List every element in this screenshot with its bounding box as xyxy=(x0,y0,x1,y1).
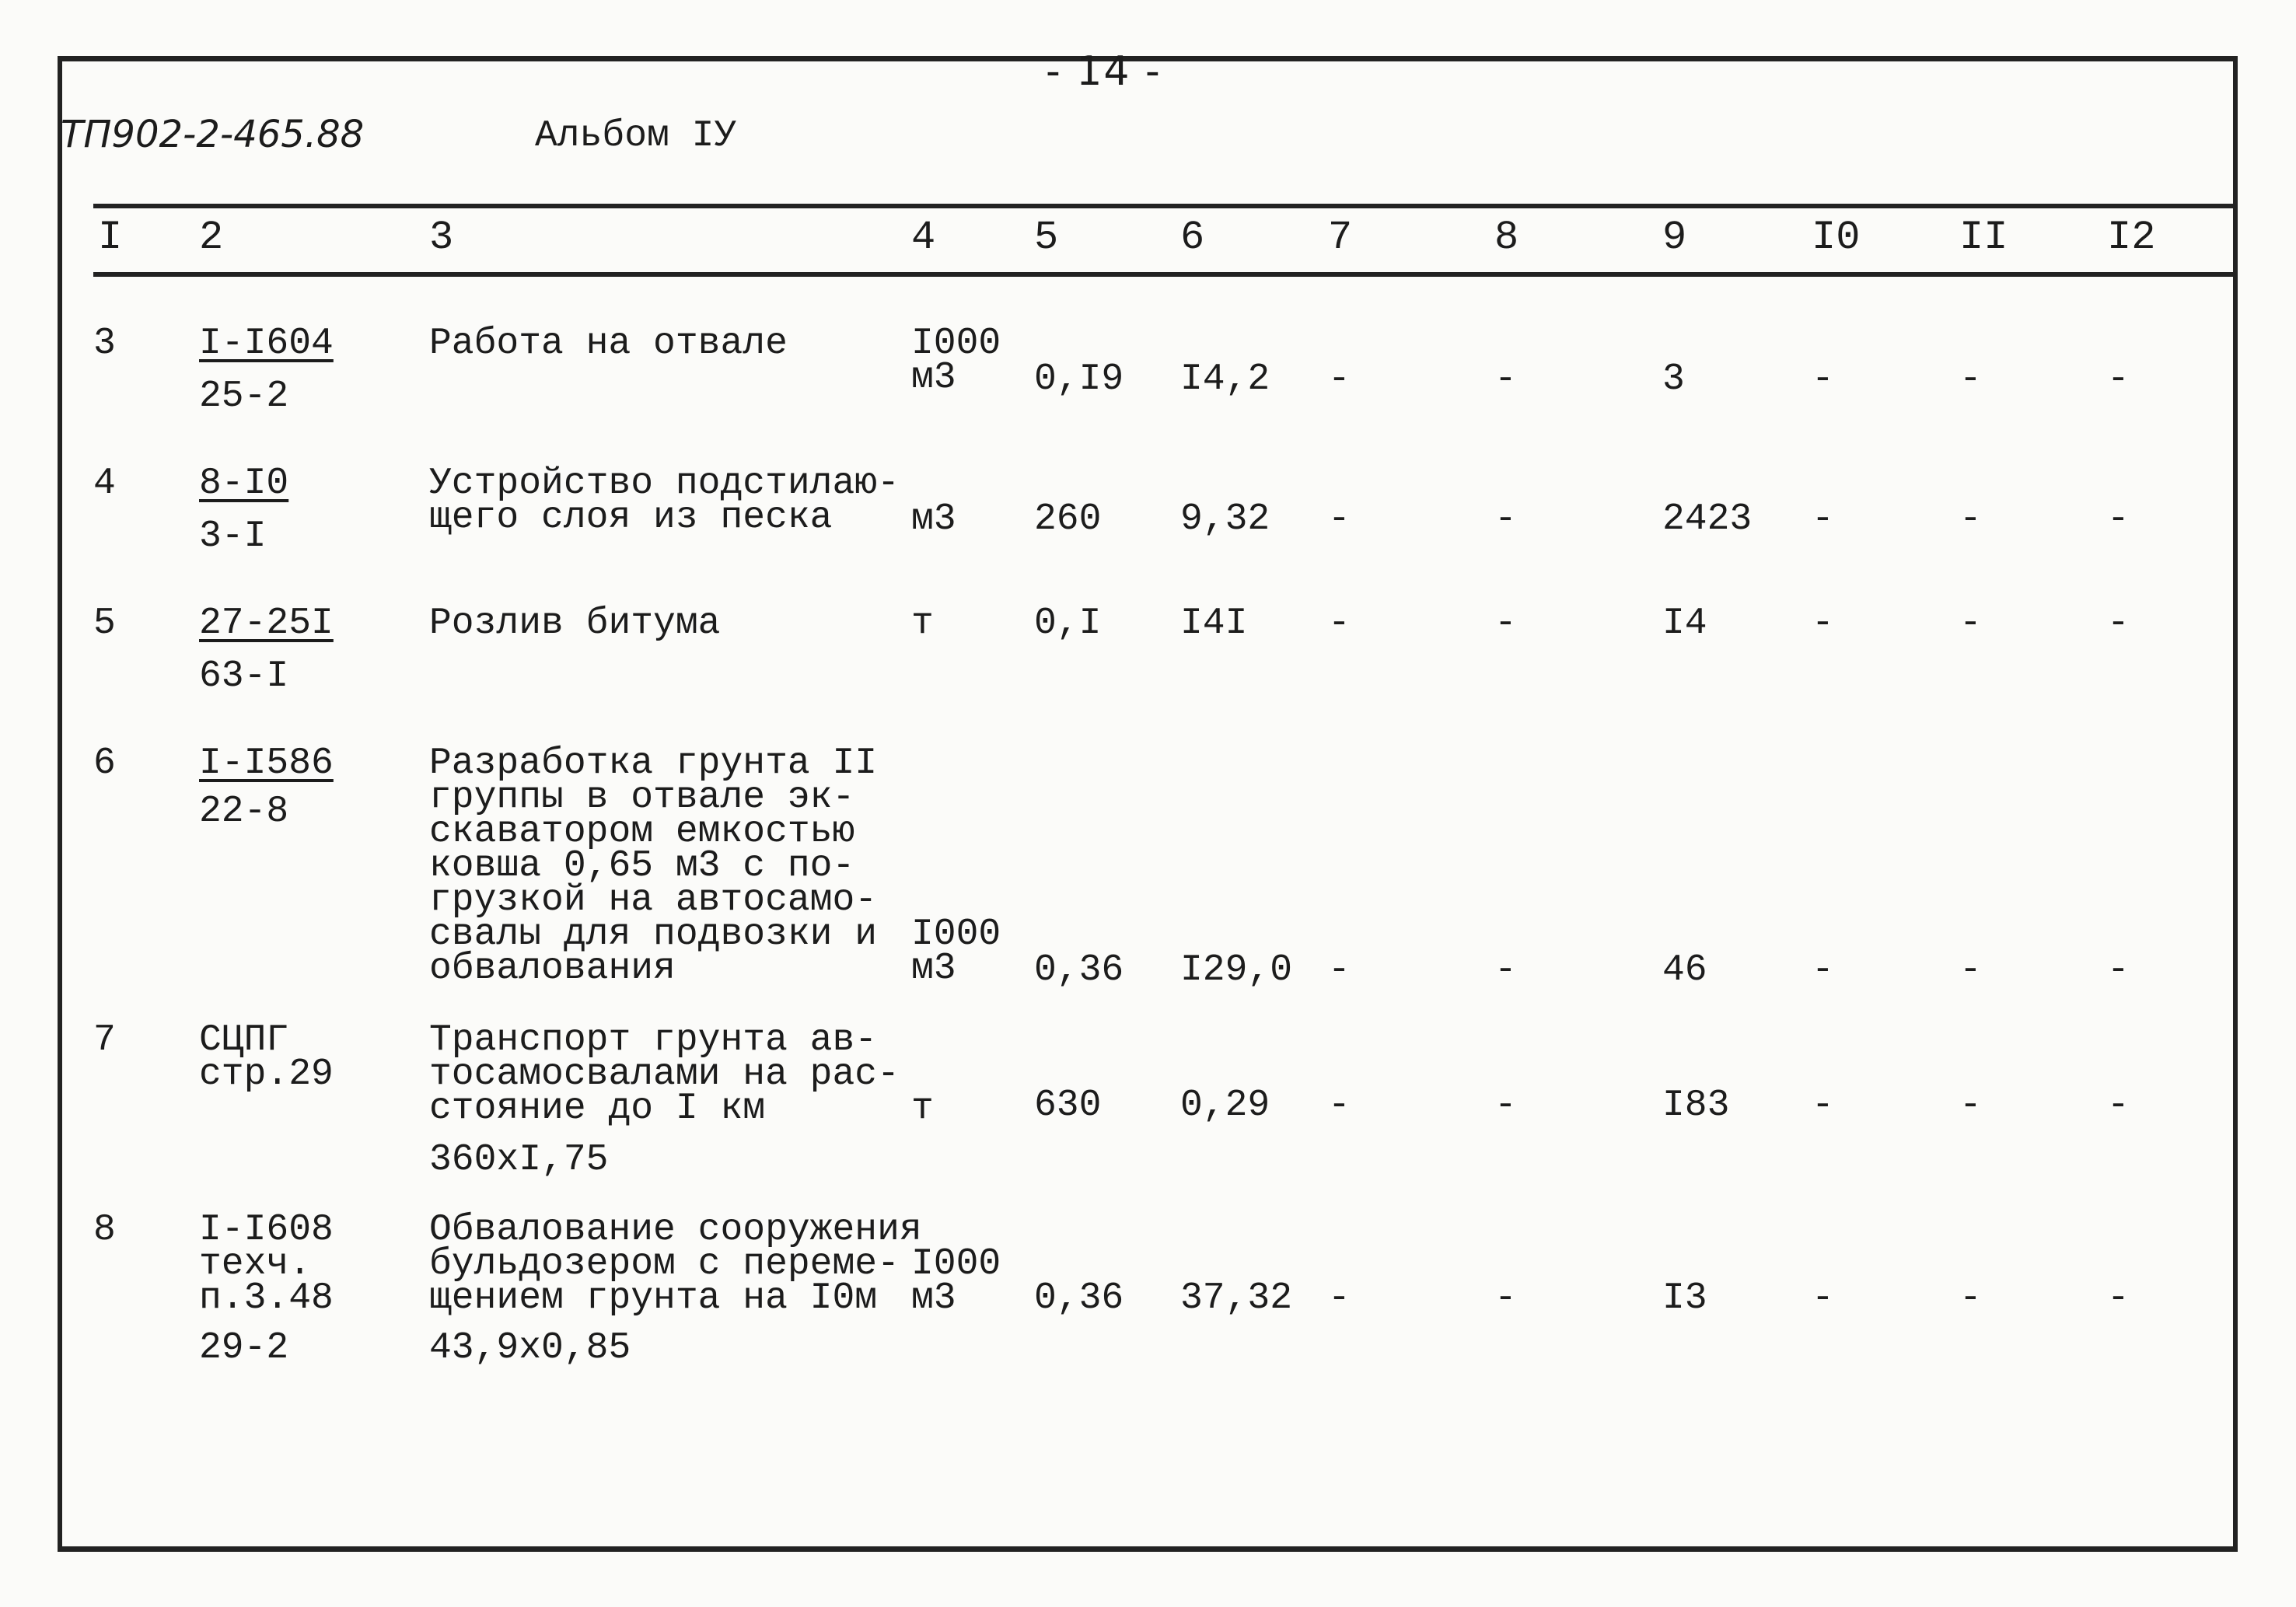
col12-value: - xyxy=(2107,498,2130,540)
page-frame xyxy=(58,56,2238,1552)
col10-value: - xyxy=(1812,949,1834,991)
table-top-rule xyxy=(93,204,2233,208)
col11-value: - xyxy=(1959,949,1982,991)
col7-value: - xyxy=(1328,498,1351,540)
col8-value: - xyxy=(1494,498,1517,540)
col7-value: - xyxy=(1328,358,1351,400)
column-header-8: 8 xyxy=(1494,215,1519,260)
unit: м3 xyxy=(911,498,956,540)
norm-code-sub: 22-8 xyxy=(199,791,289,833)
norm-code-sub: 63-I xyxy=(199,655,289,697)
column-header-9: 9 xyxy=(1662,215,1687,260)
unit: I000 м3 xyxy=(911,1243,1001,1319)
col12-value: - xyxy=(2107,358,2130,400)
column-header-5: 5 xyxy=(1034,215,1059,260)
unit-price: 0,29 xyxy=(1180,1085,1270,1127)
column-header-2: 2 xyxy=(199,215,224,260)
unit: т xyxy=(911,603,934,645)
unit-price: I29,0 xyxy=(1180,949,1293,991)
column-header-3: 3 xyxy=(429,215,454,260)
work-description: Устройство подстилаю- щего слоя из песка xyxy=(429,463,900,539)
col9-value: I3 xyxy=(1662,1277,1707,1319)
col11-value: - xyxy=(1959,498,1982,540)
quantity: 0,I xyxy=(1034,603,1102,645)
col10-value: - xyxy=(1812,498,1834,540)
col8-value: - xyxy=(1494,949,1517,991)
col11-value: - xyxy=(1959,1277,1982,1319)
calculation-note: 43,9x0,85 xyxy=(429,1327,631,1369)
work-description: Обвалование сооружения бульдозером с переме- щением грунта на I0м xyxy=(429,1209,922,1319)
table-header-rule xyxy=(93,272,2233,277)
col7-value: - xyxy=(1328,603,1351,645)
col9-value: 3 xyxy=(1662,358,1685,400)
column-header-10: I0 xyxy=(1812,215,1861,260)
unit-price: I4I xyxy=(1180,603,1248,645)
col12-value: - xyxy=(2107,949,2130,991)
col11-value: - xyxy=(1959,358,1982,400)
unit-price: 37,32 xyxy=(1180,1277,1293,1319)
norm-code: I-I604 xyxy=(199,323,334,365)
work-description: Розлив битума xyxy=(429,603,721,645)
column-header-4: 4 xyxy=(911,215,936,260)
norm-code: I-I608 техч. п.3.48 xyxy=(199,1209,334,1319)
col12-value: - xyxy=(2107,1277,2130,1319)
quantity: 260 xyxy=(1034,498,1102,540)
quantity: 630 xyxy=(1034,1085,1102,1127)
col9-value: 2423 xyxy=(1662,498,1753,540)
col10-value: - xyxy=(1812,1085,1834,1127)
document-code: ТП902-2-465.88 xyxy=(61,113,365,156)
quantity: 0,36 xyxy=(1034,1277,1124,1319)
row-number: 3 xyxy=(93,323,116,365)
norm-code: 27-25I xyxy=(199,603,334,645)
work-description: Транспорт грунта ав- тосамосвалами на рас- стояние до I км xyxy=(429,1019,900,1130)
col11-value: - xyxy=(1959,603,1982,645)
norm-code-sub: 3-I xyxy=(199,515,267,557)
quantity: 0,I9 xyxy=(1034,358,1124,400)
unit-price: 9,32 xyxy=(1180,498,1270,540)
col9-value: I83 xyxy=(1662,1085,1730,1127)
col10-value: - xyxy=(1812,1277,1834,1319)
col10-value: - xyxy=(1812,358,1834,400)
col9-value: I4 xyxy=(1662,603,1707,645)
col7-value: - xyxy=(1328,1277,1351,1319)
unit: I000 м3 xyxy=(911,323,1001,399)
col8-value: - xyxy=(1494,603,1517,645)
column-header-1: I xyxy=(98,215,123,260)
column-header-6: 6 xyxy=(1180,215,1205,260)
row-number: 4 xyxy=(93,463,116,505)
norm-code-sub: 25-2 xyxy=(199,376,289,417)
unit-price: I4,2 xyxy=(1180,358,1270,400)
col10-value: - xyxy=(1812,603,1834,645)
col8-value: - xyxy=(1494,358,1517,400)
col8-value: - xyxy=(1494,1085,1517,1127)
work-description: Разработка грунта II группы в отвале эк- скаватором емкостью ковша 0,65 м3 с по- грузкой на автосамо- свалы для подвозки и обвалования xyxy=(429,742,878,990)
page-number: - 14 - xyxy=(1046,48,1162,95)
norm-code-sub: 29-2 xyxy=(199,1327,289,1369)
row-number: 8 xyxy=(93,1209,116,1251)
col11-value: - xyxy=(1959,1085,1982,1127)
col7-value: - xyxy=(1328,949,1351,991)
quantity: 0,36 xyxy=(1034,949,1124,991)
row-number: 7 xyxy=(93,1019,116,1061)
work-description: Работа на отвале xyxy=(429,323,788,365)
row-number: 5 xyxy=(93,603,116,645)
unit: т xyxy=(911,1088,934,1130)
column-header-11: II xyxy=(1959,215,2008,260)
norm-code: I-I586 xyxy=(199,742,334,784)
unit: I000 м3 xyxy=(911,914,1001,990)
col12-value: - xyxy=(2107,603,2130,645)
column-header-7: 7 xyxy=(1328,215,1353,260)
col12-value: - xyxy=(2107,1085,2130,1127)
col9-value: 46 xyxy=(1662,949,1707,991)
album-label: Альбом IУ xyxy=(535,115,737,157)
col7-value: - xyxy=(1328,1085,1351,1127)
norm-code: 8-I0 xyxy=(199,463,289,505)
column-header-12: I2 xyxy=(2107,215,2156,260)
calculation-note: 360xI,75 xyxy=(429,1139,609,1181)
col8-value: - xyxy=(1494,1277,1517,1319)
row-number: 6 xyxy=(93,742,116,784)
norm-code: СЦПГ стр.29 xyxy=(199,1019,334,1095)
